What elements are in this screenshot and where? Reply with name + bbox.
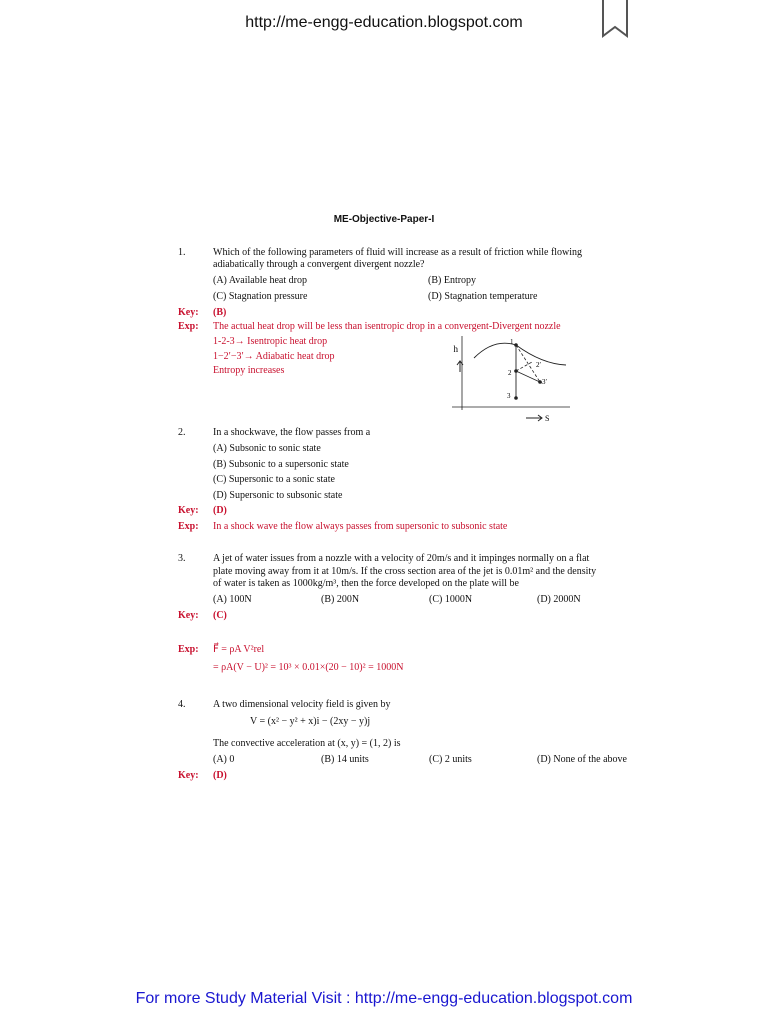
option-c: (C) 1000N: [429, 594, 473, 605]
option-d: (D) Stagnation temperature: [428, 291, 538, 302]
question-text: The convective acceleration at (x, y) = (1, 2) is: [213, 738, 401, 749]
option-a: (A) Subsonic to sonic state: [213, 443, 321, 454]
explanation-line: 1−2′−3′→ Adiabatic heat drop: [213, 351, 335, 362]
hs-diagram: [452, 336, 570, 426]
option-a: (A) 0: [213, 754, 235, 765]
page-title: ME-Objective-Paper-I: [333, 214, 435, 225]
explanation-line: 1-2-3→ Isentropic heat drop: [213, 336, 328, 347]
bookmark-icon[interactable]: [600, 0, 630, 40]
question-text: A two dimensional velocity field is given by: [213, 699, 391, 710]
option-c: (C) Supersonic to a sonic state: [213, 474, 335, 485]
exp-label: Exp:: [178, 521, 199, 532]
key-label: Key:: [178, 505, 199, 516]
diagram-point: 3′: [542, 378, 548, 386]
option-c: (C) 2 units: [429, 754, 472, 765]
option-b: (B) 14 units: [321, 754, 369, 765]
option-a: (A) 100N: [213, 594, 252, 605]
velocity-field-formula: V = (x² − y² + x)i − (2xy − y)j: [250, 716, 371, 727]
option-b: (B) 200N: [321, 594, 360, 605]
option-a: (A) Available heat drop: [213, 275, 307, 286]
key-answer: (D): [213, 505, 227, 516]
question-number: 4.: [178, 699, 186, 710]
question-number: 3.: [178, 553, 186, 564]
diagram-point: 3: [507, 392, 511, 400]
key-answer: (C): [213, 610, 227, 621]
explanation-line: The actual heat drop will be less than isentropic drop in a convergent-Divergent nozzle: [213, 321, 561, 332]
key-label: Key:: [178, 770, 199, 781]
question-number: 1.: [178, 247, 186, 258]
diagram-y-label: h: [453, 344, 458, 354]
header-url[interactable]: http://me-engg-education.blogspot.com: [245, 14, 523, 31]
option-c: (C) Stagnation pressure: [213, 291, 308, 302]
option-d: (D) 2000N: [537, 594, 581, 605]
explanation-line: Entropy increases: [213, 365, 285, 376]
diagram-x-label: S: [545, 414, 550, 423]
diagram-point: 1: [510, 338, 514, 346]
key-answer: (B): [213, 307, 227, 318]
question-text: In a shockwave, the flow passes from a: [213, 427, 371, 438]
exp-label: Exp:: [178, 321, 199, 332]
question-text: Which of the following parameters of fluid will increase as a result of friction while flowing: [213, 247, 583, 258]
question-text: adiabatically through a convergent divergent nozzle?: [213, 259, 425, 270]
explanation-formula: F⃗ = ρA V²rel: [213, 644, 265, 655]
explanation-line: In a shock wave the flow always passes from supersonic to subsonic state: [213, 521, 508, 532]
option-d: (D) Supersonic to subsonic state: [213, 490, 343, 501]
explanation-formula: = ρA(V − U)² = 10³ × 0.01×(20 − 10)² = 1000N: [213, 662, 404, 673]
question-text: A jet of water issues from a nozzle with a velocity of 20m/s and it impinges normally on a flat: [213, 553, 590, 564]
key-answer: (D): [213, 770, 227, 781]
diagram-point: 2′: [536, 361, 542, 369]
exp-label: Exp:: [178, 644, 199, 655]
option-b: (B) Entropy: [428, 275, 477, 286]
diagram-point: 2: [508, 369, 512, 377]
footer-link[interactable]: For more Study Material Visit : http://me-engg-education.blogspot.com: [135, 990, 633, 1007]
option-b: (B) Subsonic to a supersonic state: [213, 459, 349, 470]
option-d: (D) None of the above: [537, 754, 627, 765]
key-label: Key:: [178, 610, 199, 621]
question-text: of water is taken as 1000kg/m³, then the force developed on the plate will be: [213, 578, 519, 589]
question-number: 2.: [178, 427, 186, 438]
key-label: Key:: [178, 307, 199, 318]
question-text: plate moving away from it at 10m/s. If the cross section area of the jet is 0.01m² and the density: [213, 566, 597, 577]
